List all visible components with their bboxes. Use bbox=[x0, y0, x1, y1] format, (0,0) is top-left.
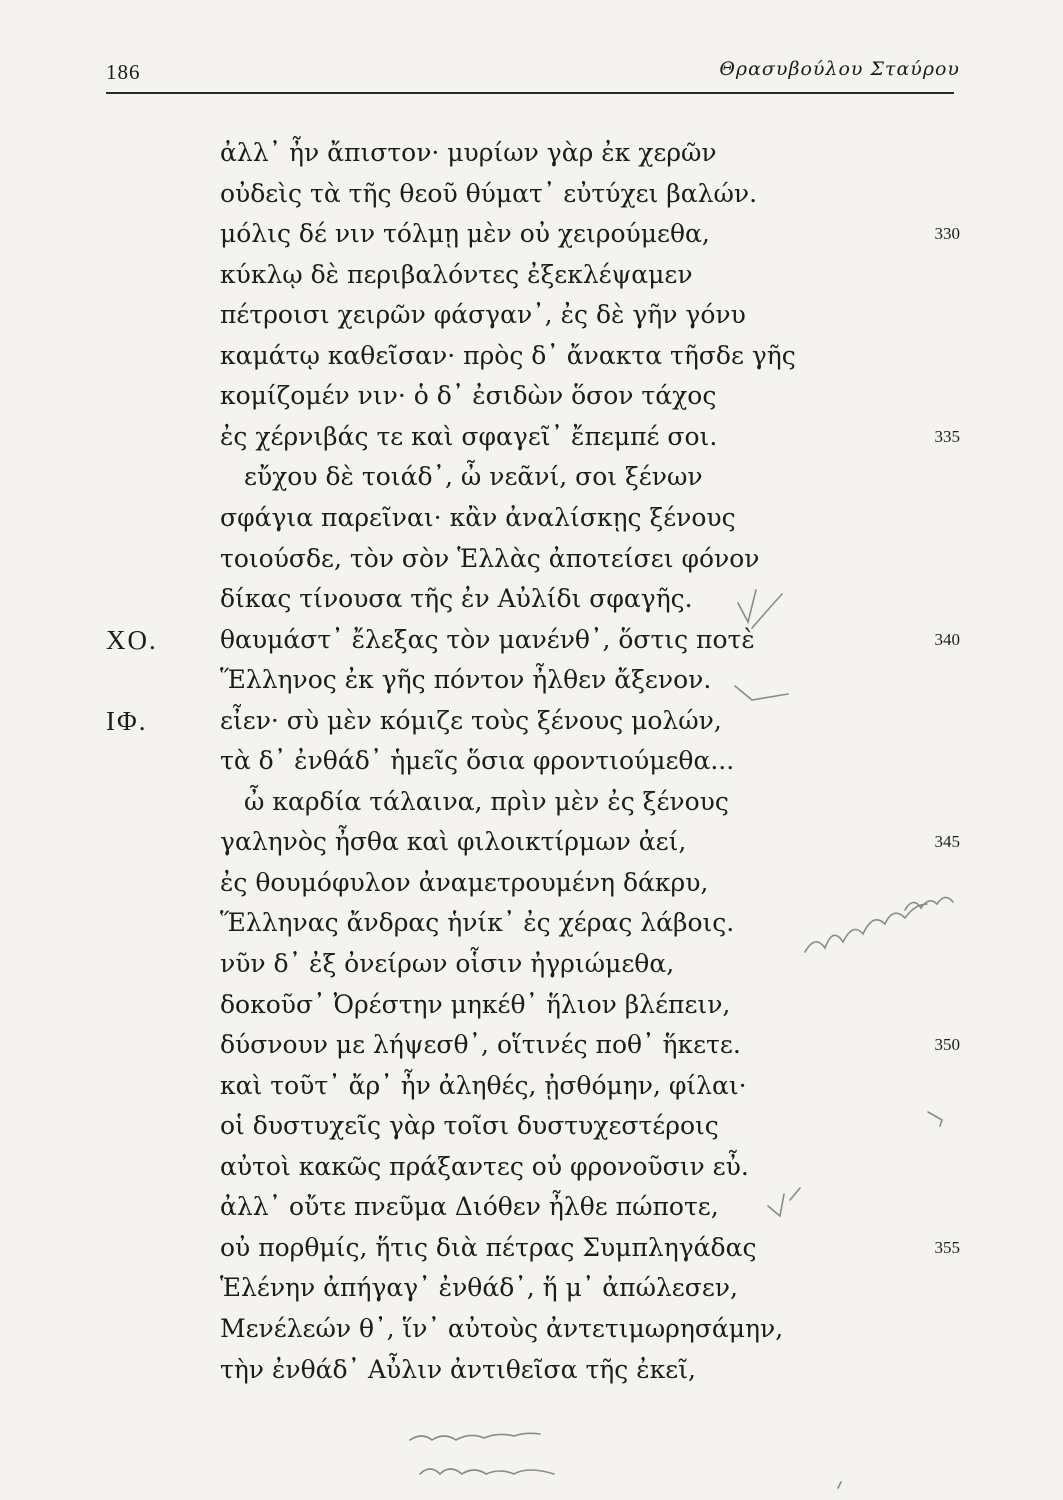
running-head: Θρασυβούλου Σταύρου bbox=[719, 58, 960, 80]
verse-text: ἐς θουμόφυλον ἀναμετρουμένη δάκρυ, bbox=[220, 867, 709, 897]
speaker-label: ΧΟ. bbox=[106, 624, 158, 655]
line-number: 355 bbox=[934, 1237, 960, 1257]
verse-text: δοκοῦσ᾽ Ὀρέστην μηκέθ᾽ ἥλιον βλέπειν, bbox=[220, 989, 731, 1019]
pencil-check-mark bbox=[768, 1194, 784, 1216]
verse-text: γαληνὸς ἦσθα καὶ φιλοικτίρμων ἀεί, bbox=[220, 827, 687, 857]
verse-text: δύσνουν με λήψεσθ᾽, οἵτινές ποθ᾽ ἥκετε. bbox=[220, 1030, 741, 1060]
verse-text: Μενέλεών θ᾽, ἵν᾽ αὐτοὺς ἀντετιμωρησάμην, bbox=[220, 1313, 784, 1343]
line-number: 340 bbox=[934, 629, 960, 649]
verse-text: σφάγια παρεῖναι· κἂν ἀναλίσκῃς ξένους bbox=[220, 502, 736, 532]
verse-text: Ἑλένην ἀπήγαγ᾽ ἐνθάδ᾽, ἥ μ᾽ ἀπώλεσεν, bbox=[220, 1273, 738, 1303]
pencil-insertion-mark bbox=[735, 686, 788, 700]
verse-text: ὦ καρδία τάλαινα, πρὶν μὲν ἐς ξένους bbox=[244, 786, 729, 816]
pencil-marginal-scrawl bbox=[420, 1469, 554, 1474]
verse-text: τὰ δ᾽ ἐνθάδ᾽ ἡμεῖς ὅσια φροντιούμεθα... bbox=[220, 746, 735, 776]
verse-text: πέτροισι χειρῶν φάσγαν᾽, ἐς δὲ γῆν γόνυ bbox=[220, 300, 746, 330]
verse-text: οἱ δυστυχεῖς γὰρ τοῖσι δυστυχεστέροις bbox=[220, 1111, 719, 1141]
verse-text: δίκας τίνουσα τῆς ἐν Αὐλίδι σφαγῆς. bbox=[220, 584, 693, 614]
line-number: 345 bbox=[934, 832, 960, 852]
verse-text: θαυμάστ᾽ ἔλεξας τὸν μανένθ᾽, ὅστις ποτὲ bbox=[220, 624, 755, 654]
verse-text: αὐτοὶ κακῶς πράξαντες οὐ φρονοῦσιν εὖ. bbox=[220, 1151, 749, 1181]
verse-text: Ἕλληνας ἄνδρας ἡνίκ᾽ ἐς χέρας λάβοις. bbox=[220, 908, 735, 938]
pencil-marginal-scrawl bbox=[805, 904, 927, 952]
pencil-marginal-scrawl bbox=[905, 897, 953, 910]
verse-text: οὐ πορθμίς, ἥτις διὰ πέτρας Συμπληγάδας bbox=[220, 1232, 757, 1262]
verse-text: τοιούσδε, τὸν σὸν Ἑλλὰς ἀποτείσει φόνον bbox=[220, 543, 760, 573]
verse-text: καὶ τοῦτ᾽ ἄρ᾽ ἦν ἀληθές, ᾐσθόμην, φίλαι· bbox=[220, 1070, 747, 1100]
verse-text: κομίζομέν νιν· ὁ δ᾽ ἐσιδὼν ὅσον τάχος bbox=[220, 381, 717, 411]
verse-text: ἐς χέρνιβάς τε καὶ σφαγεῖ᾽ ἔπεμπέ σοι. bbox=[220, 421, 718, 451]
pencil-dot bbox=[838, 1482, 841, 1488]
verse-text: κύκλῳ δὲ περιβαλόντες ἐξεκλέψαμεν bbox=[220, 259, 693, 289]
verse-text: καμάτῳ καθεῖσαν· πρὸς δ᾽ ἄνακτα τῆσδε γῆς bbox=[220, 340, 796, 370]
line-number: 330 bbox=[934, 224, 960, 244]
pencil-check-mark bbox=[752, 594, 782, 628]
line-number: 350 bbox=[934, 1035, 960, 1055]
verse-text: ἀλλ᾽ οὔτε πνεῦμα Διόθεν ἦλθε πώποτε, bbox=[220, 1192, 719, 1222]
pencil-tick-mark bbox=[928, 1112, 942, 1126]
verse-text: ἀλλ᾽ ἦν ἄπιστον· μυρίων γὰρ ἐκ χερῶν bbox=[220, 138, 717, 167]
verse-text: νῦν δ᾽ ἐξ ὀνείρων οἷσιν ἠγριώμεθα, bbox=[220, 949, 675, 978]
verse-text: μόλις δέ νιν τόλμῃ μὲν οὐ χειρούμεθα, bbox=[220, 219, 710, 249]
page-number: 186 bbox=[106, 60, 141, 84]
line-number: 335 bbox=[934, 426, 960, 446]
pencil-check-mark bbox=[738, 590, 756, 622]
pencil-marginal-scrawl bbox=[410, 1433, 540, 1440]
verse-text: οὐδεὶς τὰ τῆς θεοῦ θύματ᾽ εὐτύχει βαλών. bbox=[220, 178, 758, 208]
verse-text: τὴν ἐνθάδ᾽ Αὖλιν ἀντιθεῖσα τῆς ἐκεῖ, bbox=[220, 1354, 696, 1384]
speaker-label: ΙΦ. bbox=[106, 705, 148, 736]
verse-text: εὔχου δὲ τοιάδ᾽, ὦ νεᾶνί, σοι ξένων bbox=[244, 462, 703, 492]
verse-text: εἶεν· σὺ μὲν κόμιζε τοὺς ξένους μολών, bbox=[220, 705, 722, 735]
pencil-check-mark bbox=[790, 1188, 800, 1200]
verse-text: Ἕλληνος ἐκ γῆς πόντον ἦλθεν ἄξενον. bbox=[220, 665, 712, 695]
